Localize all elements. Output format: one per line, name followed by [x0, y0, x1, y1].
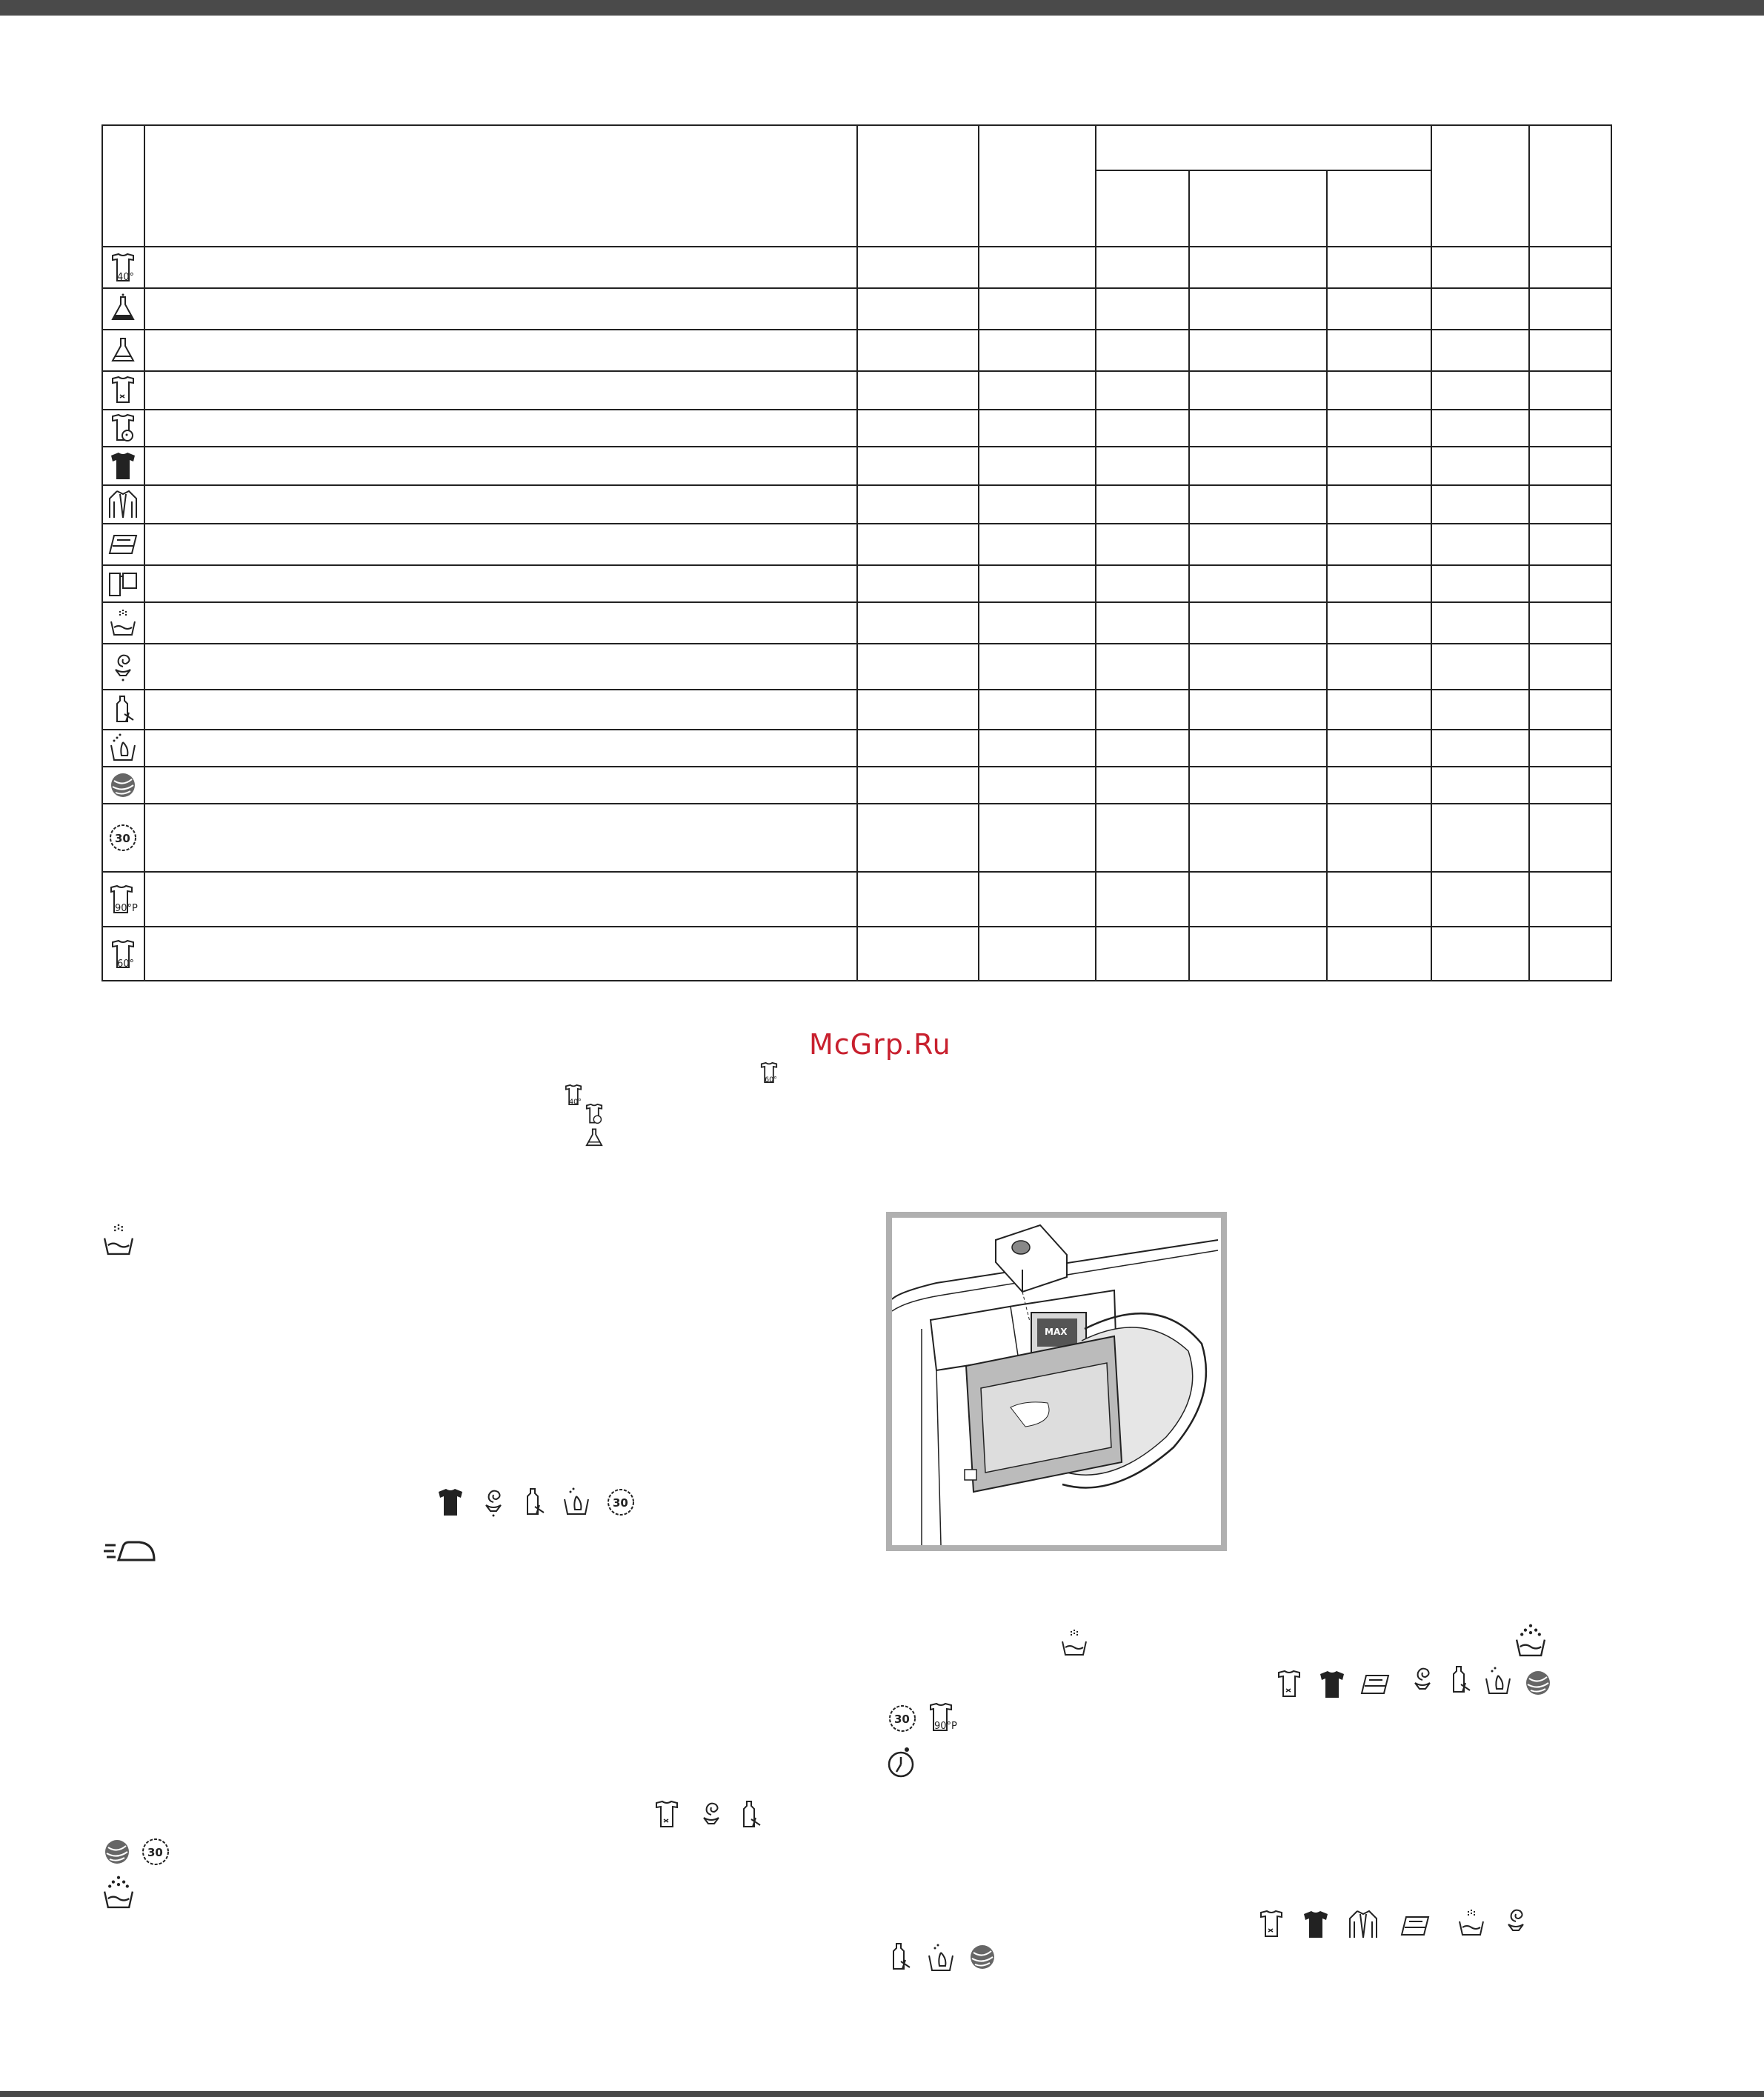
- table-col-rule: [1326, 170, 1328, 980]
- delicates-swirl-icon: [1500, 1905, 1532, 1938]
- max-label: MAX: [1045, 1327, 1068, 1337]
- mix-30-icon: [104, 804, 142, 871]
- rinse-icon: [104, 603, 142, 643]
- mix-30-icon: [139, 1836, 172, 1868]
- bedding-icon: [1399, 1910, 1431, 1942]
- cotton-90p-icon: [104, 873, 142, 926]
- hand-wash-icon: [560, 1486, 593, 1518]
- stain-shirt-icon: [104, 410, 142, 446]
- baby-bottle-icon: [883, 1941, 916, 1973]
- watermark: McGrp.Ru: [809, 1028, 951, 1061]
- rinse-icon: [99, 1221, 138, 1259]
- shirt-easy-iron-icon: [1273, 1668, 1305, 1701]
- jacket-icon: [104, 486, 142, 523]
- svg-text:40°: 40°: [117, 272, 135, 283]
- delicates-swirl-icon: [477, 1486, 510, 1518]
- towels-icon: [104, 566, 142, 601]
- svg-text:30: 30: [147, 1846, 163, 1859]
- svg-text:40°: 40°: [569, 1098, 582, 1107]
- mix-30-icon: [605, 1486, 637, 1518]
- table-col-rule: [978, 126, 979, 980]
- steam-iron-icon: [102, 1533, 160, 1569]
- table-col-rule: [1095, 126, 1096, 980]
- cotton-60-icon: [104, 927, 142, 981]
- wool-icon: [966, 1941, 999, 1973]
- baby-bottle-icon: [104, 690, 142, 729]
- detergent-drawer-illustration: [886, 1212, 1227, 1551]
- cotton-60-icon: [757, 1061, 781, 1084]
- wool-icon: [104, 767, 142, 803]
- dark-tshirt-icon: [104, 447, 142, 484]
- cotton-90p-icon: [926, 1701, 959, 1733]
- synthetics-icon: [582, 1126, 606, 1150]
- bedding-icon: [1359, 1668, 1391, 1701]
- synthetics-dark-icon: [104, 289, 142, 329]
- shirt-easy-iron-icon: [1255, 1908, 1288, 1941]
- svg-text:30: 30: [115, 832, 130, 845]
- dark-tshirt-icon: [434, 1486, 467, 1518]
- svg-text:60°: 60°: [765, 1076, 777, 1084]
- svg-text:30: 30: [613, 1496, 628, 1510]
- jacket-icon: [1347, 1908, 1379, 1941]
- table-col-rule: [856, 126, 858, 980]
- delicates-swirl-icon: [695, 1798, 728, 1831]
- wool-icon: [101, 1836, 133, 1868]
- bottom-bar: [0, 2091, 1764, 2097]
- synthetics-icon: [104, 330, 142, 370]
- rinse-icon: [1058, 1627, 1091, 1659]
- table-col-rule: [1431, 126, 1432, 980]
- baby-bottle-icon: [733, 1798, 766, 1831]
- table-col-rule: [1188, 170, 1190, 980]
- table-col-rule: [144, 126, 145, 980]
- rinse-icon: [1455, 1907, 1488, 1939]
- svg-text:30: 30: [894, 1713, 910, 1726]
- svg-text:90°P: 90°P: [115, 903, 138, 914]
- stain-shirt-icon: [582, 1102, 606, 1126]
- mix-30-icon: [886, 1702, 919, 1735]
- hand-wash-icon: [104, 730, 142, 766]
- table-col-rule: [1528, 126, 1530, 980]
- delicates-swirl-icon: [1406, 1664, 1439, 1696]
- prewash-icon: [99, 1874, 138, 1913]
- baby-bottle-icon: [1443, 1664, 1476, 1696]
- table-subheader-rule: [1095, 170, 1431, 171]
- delicates-swirl-icon: [104, 644, 142, 689]
- svg-text:90°P: 90°P: [934, 1721, 957, 1732]
- svg-text:60°: 60°: [117, 959, 135, 970]
- delay-timer-icon: [885, 1745, 917, 1778]
- shirt-easy-iron-icon: [650, 1798, 683, 1831]
- dark-tshirt-icon: [1316, 1668, 1348, 1701]
- hand-wash-icon: [925, 1942, 957, 1975]
- cotton-40-icon: [104, 247, 142, 287]
- top-bar: [0, 0, 1764, 16]
- wool-icon: [1522, 1667, 1554, 1699]
- dark-tshirt-icon: [1299, 1908, 1332, 1941]
- bedding-icon: [104, 524, 142, 564]
- hand-wash-icon: [1482, 1665, 1514, 1698]
- shirt-easy-iron-icon: [104, 372, 142, 409]
- baby-bottle-icon: [517, 1486, 550, 1518]
- prewash-icon: [1511, 1622, 1550, 1661]
